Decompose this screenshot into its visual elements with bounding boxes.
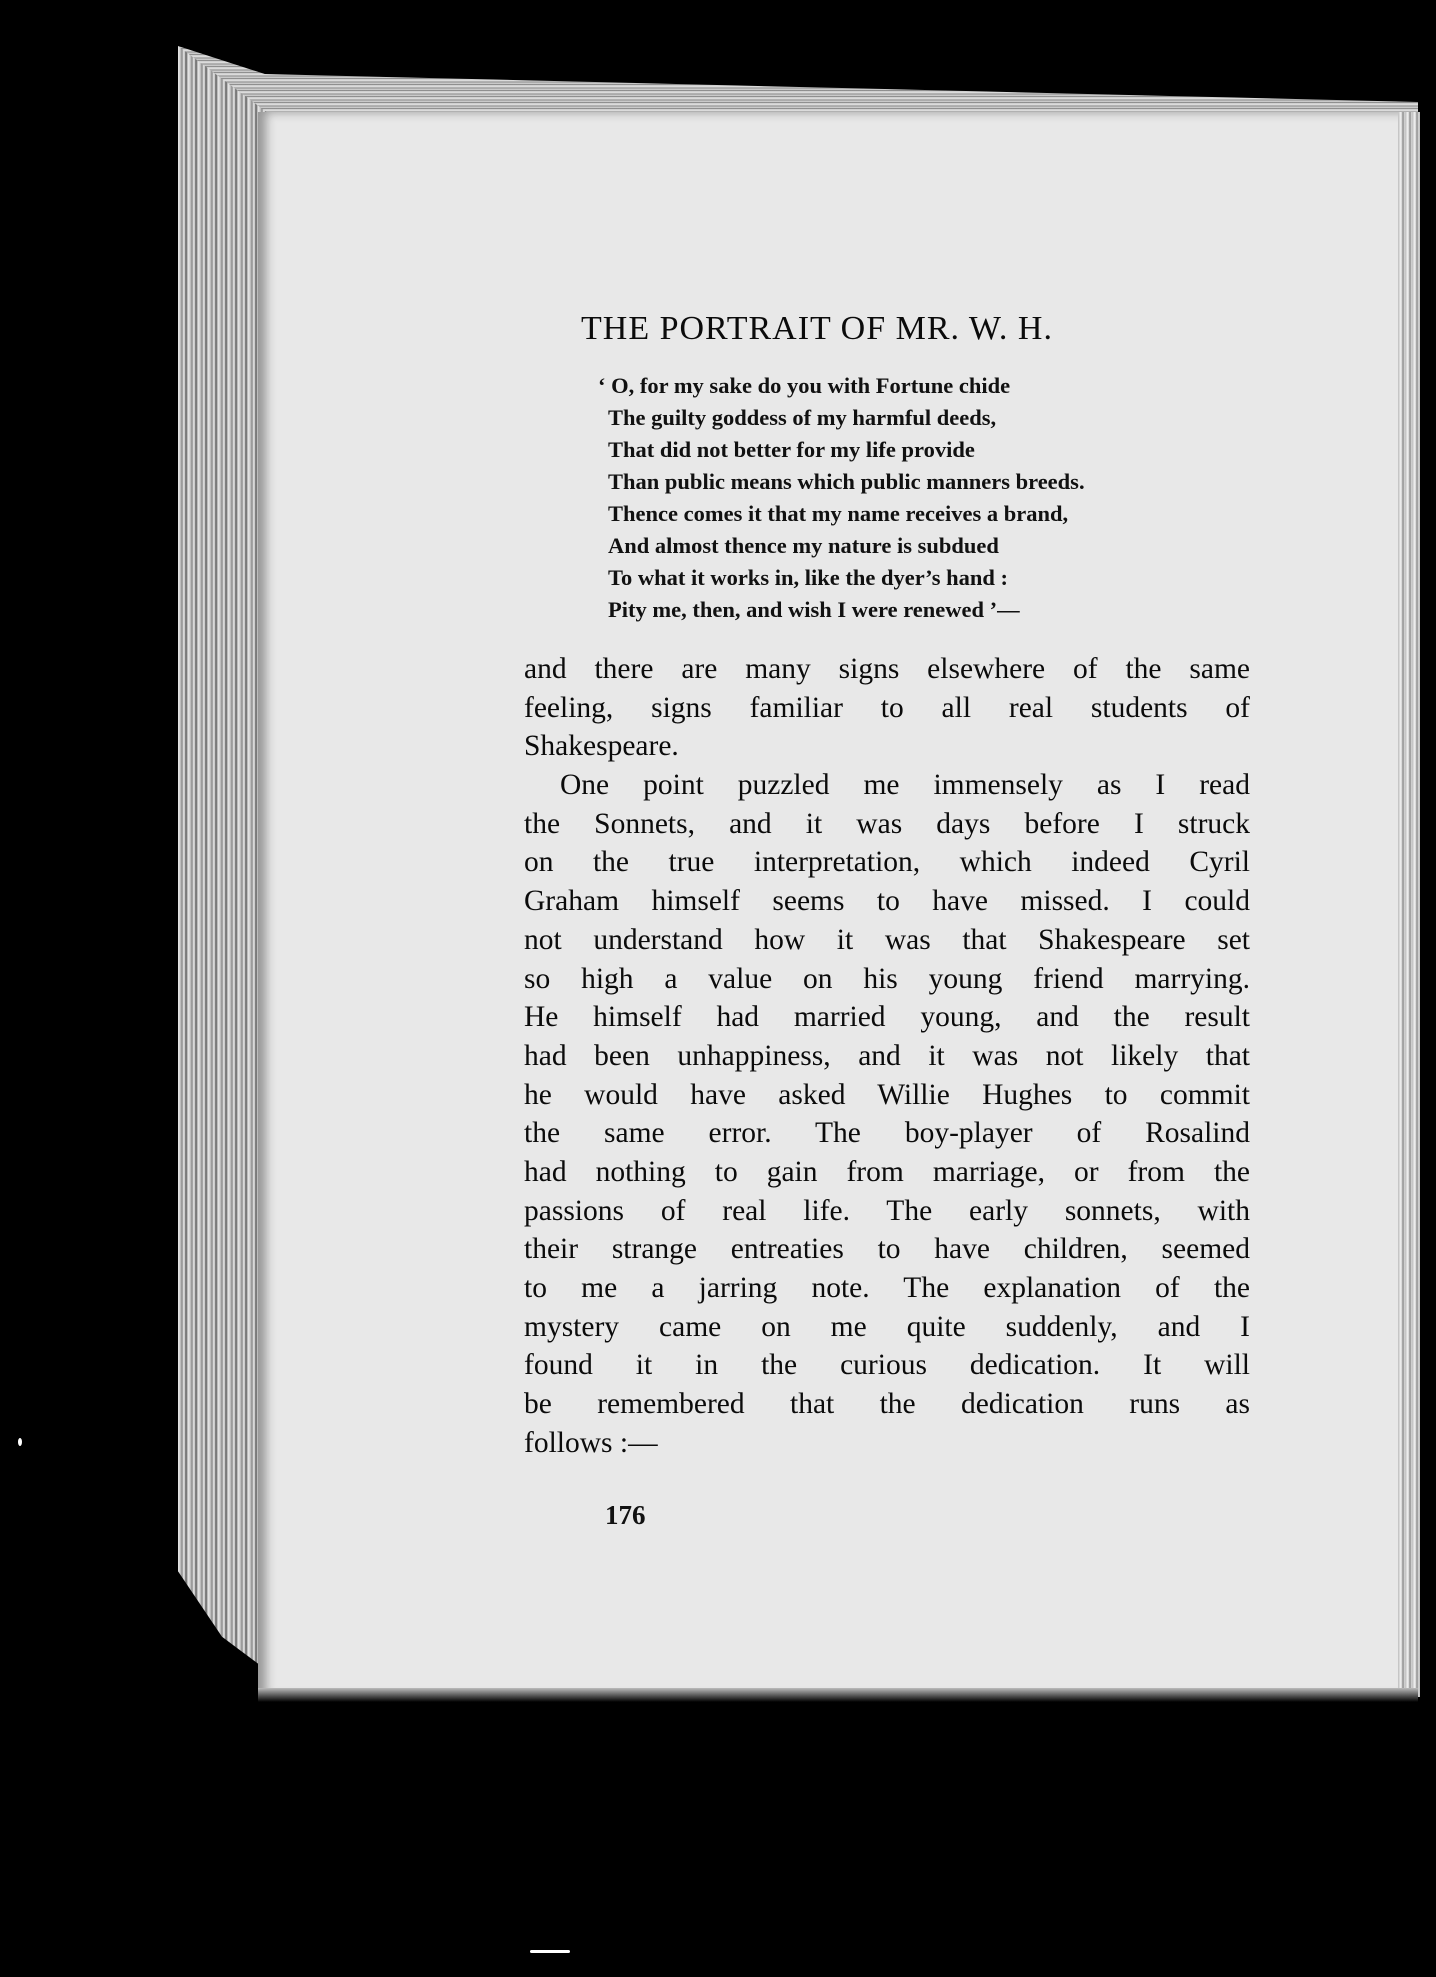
text-line: had nothing to gain from marriage, or from the — [524, 1155, 1250, 1188]
quoted-sonnet — [598, 370, 1085, 626]
text-line: passions of real life. The early sonnets, with — [524, 1194, 1250, 1227]
text-line: Shakespeare. — [524, 730, 679, 763]
text-line: their strange entreaties to have children, seemed — [524, 1233, 1250, 1266]
poem-line: That did not better for my life provide — [608, 437, 975, 462]
text-line: One point puzzled me immensely as I read — [560, 769, 1250, 802]
page-bottom-shadow — [258, 1688, 1418, 1702]
text-line: be remembered that the dedication runs as — [524, 1388, 1250, 1421]
text-line: had been unhappiness, and it was not likely that — [524, 1039, 1250, 1072]
poem-line: ‘ O, for my sake do you with Fortune chide — [598, 373, 1011, 398]
running-head: THE PORTRAIT OF MR. W. H. — [581, 310, 1053, 347]
text-line: feeling, signs familiar to all real students of — [524, 691, 1250, 724]
poem-line: To what it works in, like the dyer’s hand : — [608, 565, 1009, 590]
poem-line: Than public means which public manners breeds. — [608, 469, 1085, 494]
text-line: he would have asked Willie Hughes to commit — [524, 1078, 1250, 1111]
body-text — [524, 650, 1250, 1462]
page-right-edge — [1398, 112, 1420, 1697]
text-line: mystery came on me quite suddenly, and I — [524, 1310, 1250, 1343]
page-number: 176 — [605, 1500, 646, 1530]
poem-line: Pity me, then, and wish I were renewed ’— — [608, 597, 1020, 622]
scan-speck — [530, 1950, 570, 1953]
text-line: to me a jarring note. The explanation of the — [524, 1272, 1250, 1304]
text-line: and there are many signs elsewhere of the same — [524, 653, 1250, 685]
text-line: the Sonnets, and it was days before I struck — [524, 807, 1250, 840]
scan-speck — [18, 1438, 22, 1446]
text-line: found it in the curious dedication. It will — [524, 1349, 1250, 1382]
text-line: follows :— — [524, 1426, 658, 1459]
text-line: the same error. The boy-player of Rosalind — [524, 1117, 1250, 1150]
poem-line: And almost thence my nature is subdued — [608, 533, 999, 558]
text-line: Graham himself seems to have missed. I could — [524, 885, 1250, 918]
poem-line: The guilty goddess of my harmful deeds, — [608, 405, 997, 430]
text-line: He himself had married young, and the result — [524, 1001, 1250, 1034]
poem-line: Thence comes it that my name receives a brand, — [608, 501, 1069, 526]
text-line: not understand how it was that Shakespeare set — [524, 923, 1250, 956]
text-line: so high a value on his young friend marrying. — [524, 962, 1250, 995]
text-line: on the true interpretation, which indeed Cyril — [524, 846, 1250, 879]
